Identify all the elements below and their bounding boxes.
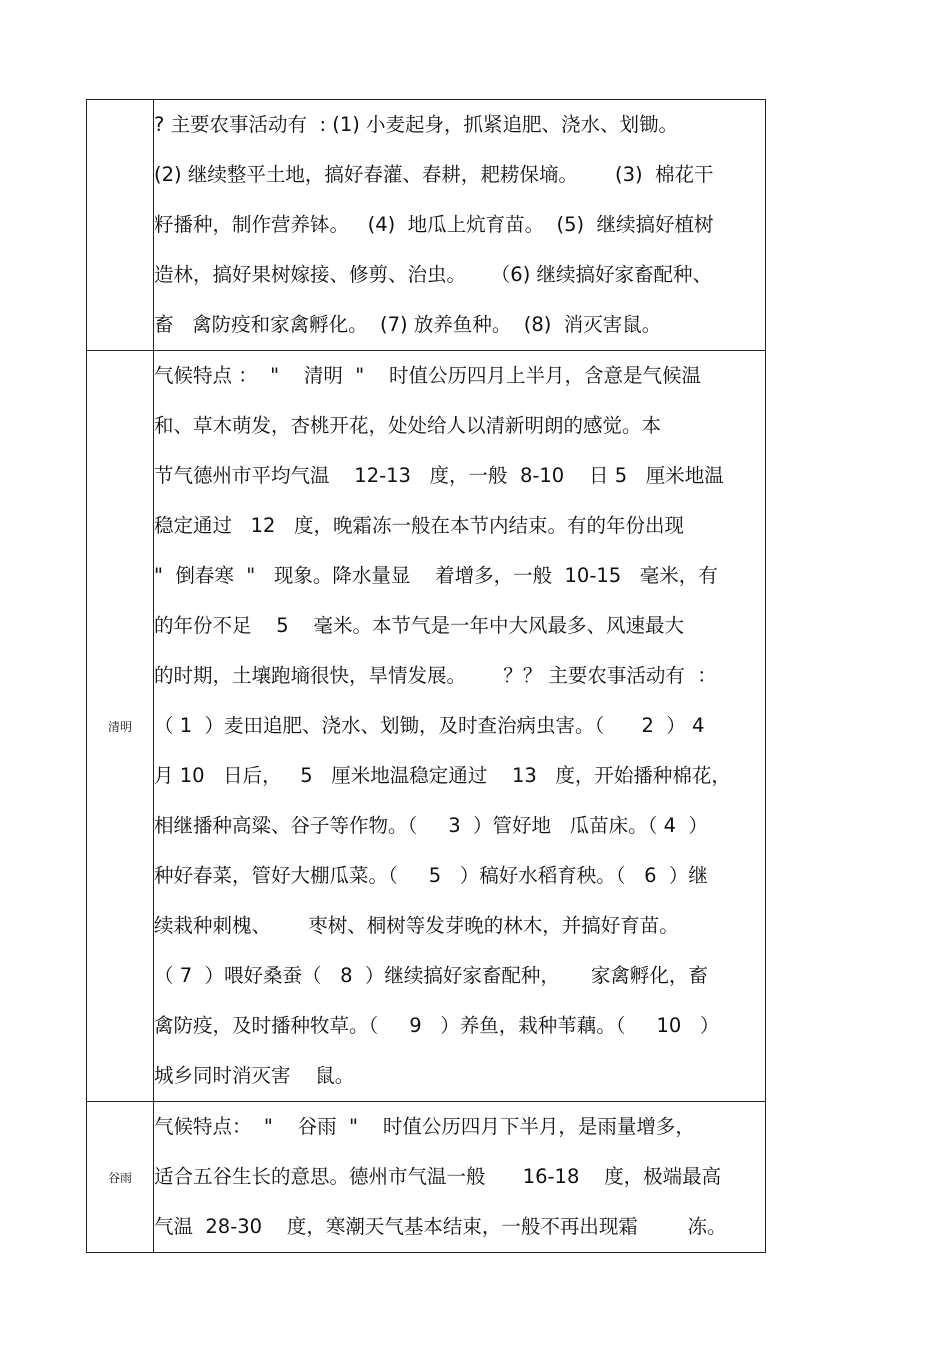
term-label: 谷雨 [107,1170,132,1185]
table-row [87,100,766,351]
text-line: 气候特点： " 谷雨 " 时值公历四月下半月，是雨量增多， [154,1115,695,1138]
text-line: 的年份不足 5 毫米。本节气是一年中大风最多、风速最大 [154,614,684,637]
content-cell [154,1102,766,1253]
text-line: 种好春菜，管好大棚瓜菜。（ 5 ）稿好水稻育秧。（ 6 ）继 [154,864,708,887]
text-line: 籽播种，制作营养钵。 (4) 地瓜上炕育苗。 (5) 继续搞好植树 [154,213,714,236]
text-line: 禽防疫，及时播种牧草。（ 9 ）养鱼，栽种苇藕。（ 10 ） [154,1014,720,1037]
text-line: 相继播种高粱、谷子等作物。（ 3 ）管好地 瓜苗床。（ 4 ） [154,814,708,837]
table-row [87,1102,766,1253]
term-cell [87,100,154,351]
text-line: ? 主要农事活动有 : (1) 小麦起身，抓紧追肥、浇水、划锄。 [154,113,679,136]
text-line: 节气德州市平均气温 12-13 度，一般 8-10 日 5 厘米地温 [154,464,724,487]
table-row [87,351,766,1102]
text-line: （ 1 ）麦田追肥、浇水、划锄，及时查治病虫害。（ 2 ） 4 [154,714,705,737]
text-line: 的时期，土壤跑墒很快，旱情发展。 ？？ 主要农事活动有 ： [154,664,717,687]
text-line: " 倒春寒 " 现象。降水量显 着增多，一般 10-15 毫米，有 [154,564,718,587]
text-line: 气温 28-30 度，寒潮天气基本结束，一般不再出现霜 冻。 [154,1215,727,1238]
content-cell [154,100,766,351]
text-line: (2) 继续整平土地，搞好春灌、春耕，耙耢保墒。 (3) 棉花干 [154,163,714,186]
term-label: 清明 [107,719,132,734]
content-cell [154,351,766,1102]
text-line: 城乡同时消灭害 鼠。 [154,1064,355,1087]
text-line: 续栽种刺槐、 枣树、桐树等发芽晚的林木，并搞好育苗。 [154,914,679,937]
text-line: 月 10 日后， 5 厘米地温稳定通过 13 度，开始播种棉花， [154,764,731,787]
text-line: 适合五谷生长的意思。德州市气温一般 16-18 度，极端最高 [154,1165,722,1188]
text-line: 畜 禽防疫和家禽孵化。 (7) 放养鱼种。 (8) 消灭害鼠。 [154,313,662,336]
text-line: 造林，搞好果树嫁接、修剪、治虫。 （6) 继续搞好家畜配种、 [154,263,713,286]
solar-terms-table [86,99,766,1253]
term-cell [87,1102,154,1253]
text-line: （ 7 ）喂好桑蚕（ 8 ）继续搞好家畜配种， 家禽孵化，畜 [154,964,708,987]
text-line: 气候特点 ： " 清明 " 时值公历四月上半月，含意是气候温 [154,364,702,387]
term-cell [87,351,154,1102]
text-line: 和、草木萌发，杏桃开花，处处给人以清新明朗的感觉。本 [154,414,662,437]
text-line: 稳定通过 12 度，晚霜冻一般在本节内结束。有的年份出现 [154,514,685,537]
